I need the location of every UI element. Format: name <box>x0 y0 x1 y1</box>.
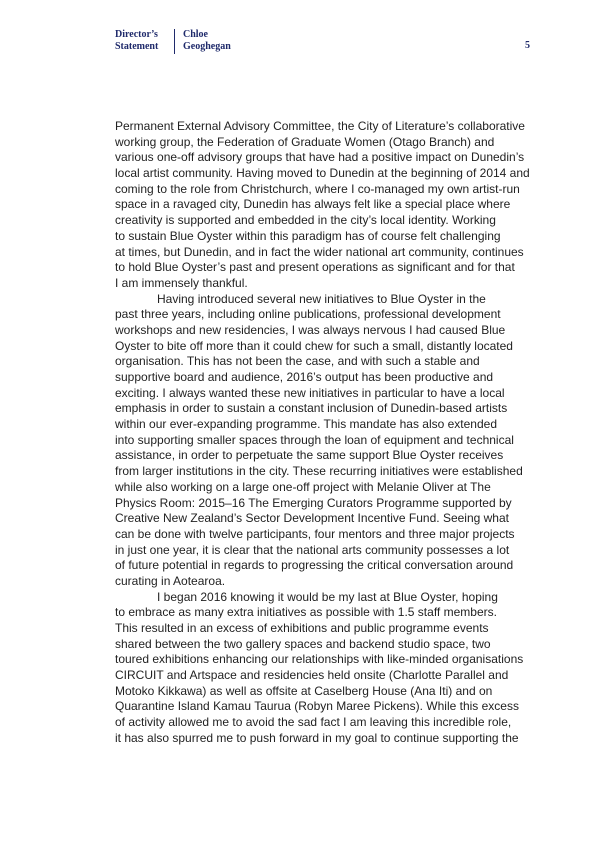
text-line: to hold Blue Oyster’s past and present operations as significant and for that <box>115 260 515 275</box>
text-line: past three years, including online publications, professional development <box>115 307 501 322</box>
text-line: Motoko Kikkawa) as well as offsite at Caselberg House (Ana Iti) and on <box>115 683 493 698</box>
text-line: while also working on a large one-off project with Melanie Oliver at The <box>115 479 491 494</box>
text-line: Permanent External Advisory Committee, the City of Literature’s collaborative <box>115 119 525 133</box>
text-line: can be done with twelve participants, four mentors and three major projects <box>115 526 515 541</box>
text-line: curating in Aotearoa. <box>115 573 226 588</box>
page-number: 5 <box>525 40 530 51</box>
text-line: Creative New Zealand’s Sector Development Incentive Fund. Seeing what <box>115 511 509 526</box>
text-line: supportive board and audience, 2016’s output has been productive and <box>115 370 494 384</box>
text-line: creativity is supported and embedded in the city’s local identity. Working <box>115 213 496 228</box>
text-line: of activity allowed me to avoid the sad fact I am leaving this incredible role, <box>115 715 512 730</box>
text-line: to sustain Blue Oyster within this paradigm has of course felt challenging <box>115 228 501 243</box>
text-line: of future potential in regards to progressing the critical conversation around <box>115 558 514 573</box>
text-line: organisation. This has not been the case, and with such a stable and <box>115 354 480 369</box>
text-line: toured exhibitions enhancing our relationships with like-minded organisations <box>115 652 524 667</box>
body-text <box>115 119 535 747</box>
author-last-name: Geoghegan <box>183 41 231 52</box>
text-line: into supporting smaller spaces through the loan of equipment and technical <box>115 432 514 447</box>
text-line: exciting. I always wanted these new initiatives in particular to have a local <box>115 385 505 400</box>
text-line: it has also spurred me to push forward in my goal to continue supporting the <box>115 730 519 745</box>
text-line: assistance, in order to perpetuate the same support Blue Oyster receives <box>115 448 504 463</box>
page-header <box>115 29 530 57</box>
text-line: emphasis in order to sustain a constant inclusion of Dunedin-based artists <box>115 401 508 416</box>
paragraph-first-line: I began 2016 knowing it would be my last at Blue Oyster, hoping <box>157 589 498 604</box>
text-line: CIRCUIT and Artspace and residencies held onsite (Charlotte Parallel and <box>115 668 509 683</box>
paragraph-first-line: Having introduced several new initiatives to Blue Oyster in the <box>157 291 486 306</box>
text-line: workshops and new residencies, I was always nervous I had caused Blue <box>115 322 506 337</box>
text-line: various one-off advisory groups that have had a positive impact on Dunedin’s <box>115 150 525 165</box>
text-line: to embrace as many extra initiatives as possible with 1.5 staff members. <box>115 605 497 620</box>
text-line: Quarantine Island Kamau Taurua (Robyn Maree Pickens). While this excess <box>115 699 519 714</box>
text-line: in just one year, it is clear that the national arts community possesses a lot <box>115 542 510 557</box>
author-name <box>183 29 231 53</box>
text-line: working group, the Federation of Graduate Women (Otago Branch) and <box>115 134 495 149</box>
text-line: space in a ravaged city, Dunedin has always felt like a special place where <box>115 197 511 212</box>
text-line: local artist community. Having moved to Dunedin at the beginning of 2014 and <box>115 166 530 181</box>
section-title-line2: Statement <box>115 41 159 52</box>
section-title <box>115 29 158 53</box>
text-line: from larger institutions in the city. These recurring initiatives were established <box>115 464 523 479</box>
text-line: within our ever-expanding programme. This mandate has also extended <box>115 417 497 432</box>
text-line: at times, but Dunedin, and in fact the wider national art community, continues <box>115 244 524 259</box>
text-line: I am immensely thankful. <box>115 275 248 290</box>
author-first-name: Chloe <box>183 29 208 40</box>
text-line: Oyster to bite off more than it could chew for such a small, distantly located <box>115 338 513 353</box>
text-line: This resulted in an excess of exhibitions and public programme events <box>115 621 489 635</box>
text-line: coming to the role from Christchurch, where I co-managed my own artist-run <box>115 181 520 196</box>
text-line: shared between the two gallery spaces and backend studio space, two <box>115 636 491 651</box>
header-divider <box>174 29 175 54</box>
section-title-line1: Director’s <box>115 29 158 40</box>
text-line: Physics Room: 2015–16 The Emerging Curators Programme supported by <box>115 495 512 510</box>
